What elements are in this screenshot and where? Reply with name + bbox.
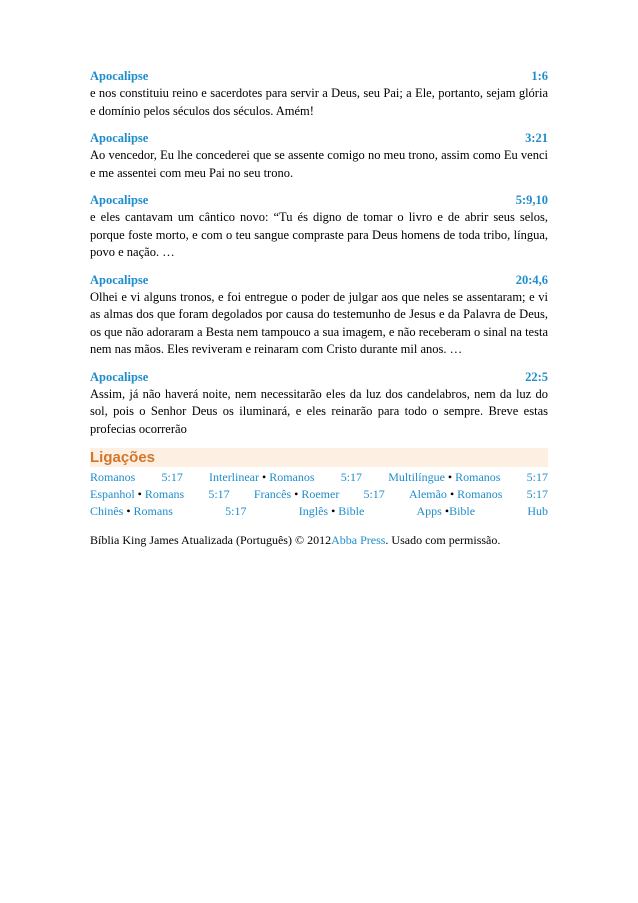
verse-book-link[interactable]: Apocalipse: [90, 131, 149, 145]
publisher-link[interactable]: Abba Press: [331, 533, 386, 547]
verse-block: [90, 192, 548, 262]
link-group-interlinear: [209, 469, 315, 486]
link-apps[interactable]: Apps: [416, 504, 442, 518]
link-romanos[interactable]: Romanos: [457, 487, 503, 501]
link-group-apps: [417, 503, 476, 520]
link-group-espanhol: [90, 486, 184, 503]
link-group-multilingue: [388, 469, 500, 486]
links-row: [90, 503, 548, 520]
link-group-frances: [254, 486, 340, 503]
link-romans[interactable]: Romans: [133, 504, 173, 518]
verse-text: e nos constituiu reino e sacerdotes para servir a Deus, seu Pai; a Ele, portanto, sejam glória e domínio pelos séculos dos séculos. Amém!: [90, 86, 548, 118]
link-ref[interactable]: 5:17: [363, 487, 385, 501]
verse-header: [90, 192, 548, 209]
link-ref[interactable]: 5:17: [526, 470, 548, 484]
content: [90, 68, 548, 549]
verse-ref-link[interactable]: 22:5: [525, 369, 548, 384]
link-group-chines: [90, 503, 173, 520]
copyright-notice: [90, 532, 548, 549]
link-bible[interactable]: Bible: [449, 504, 476, 518]
copyright-prefix: Bíblia King James Atualizada (Português) © 2012: [90, 533, 332, 547]
verse-book-link[interactable]: Apocalipse: [90, 272, 149, 287]
link-frances[interactable]: Francês: [253, 487, 292, 501]
link-interlinear[interactable]: Interlinear: [209, 470, 259, 484]
link-ref[interactable]: 5:17: [161, 470, 183, 484]
link-romanos[interactable]: Romanos: [269, 470, 315, 484]
verse-text: Olhei e vi alguns tronos, e foi entregue o poder de julgar aos que neles se assentaram; e vi as almas dos que foram degolados por causa do testemunho de Jesus e da Palavra de Deus, os que não adoraram a Besta nem tampouco a sua imagem, e não receberam o sinal na testa nem nas mãos. Eles reviveram e reinaram com Cristo durante mil anos. …: [90, 289, 548, 356]
link-bible[interactable]: Bible: [338, 504, 365, 518]
verse-ref-link[interactable]: 20:4,6: [515, 272, 548, 287]
verse-text: Assim, já não haverá noite, nem necessitarão eles da luz dos candelabros, nem da luz do sol, pois o Senhor Deus os iluminará, e eles reinarão para todo o sempre. Breve estas profecias ocorrerão: [90, 386, 548, 436]
link-romanos[interactable]: Romanos: [455, 470, 501, 484]
link-ref[interactable]: 5:17: [225, 504, 247, 518]
link-romanos[interactable]: Romanos: [90, 470, 136, 484]
section-title-ligacoes: Ligações: [90, 448, 548, 467]
link-group-alemao: [409, 486, 503, 503]
links-list: [90, 469, 548, 520]
verse-book-link[interactable]: Apocalipse: [90, 369, 149, 384]
verse-block: [90, 130, 548, 182]
links-row: [90, 469, 548, 486]
link-multilingue[interactable]: Multilíngue: [388, 470, 445, 484]
link-ingles[interactable]: Inglês: [298, 504, 329, 518]
verse-header: [90, 369, 548, 386]
verse-ref-link[interactable]: 1:6: [531, 69, 548, 83]
link-alemao[interactable]: Alemão: [408, 487, 447, 501]
verse-block: [90, 369, 548, 439]
link-espanhol[interactable]: Espanhol: [90, 487, 135, 501]
verse-block: [90, 68, 548, 120]
links-row: [90, 486, 548, 503]
verse-text: Ao vencedor, Eu lhe concederei que se assente comigo no meu trono, assim como Eu venci e me assentei com meu Pai no seu trono.: [90, 148, 548, 180]
link-ref[interactable]: 5:17: [526, 487, 548, 501]
bullet: •: [447, 470, 453, 484]
link-ref[interactable]: 5:17: [340, 470, 363, 484]
bullet: •: [331, 504, 336, 518]
link-hub[interactable]: Hub: [527, 504, 548, 518]
bullet: •: [449, 487, 455, 501]
bullet: •: [262, 470, 267, 484]
link-chines[interactable]: Chinês: [90, 504, 124, 518]
verse-block: [90, 272, 548, 359]
verse-ref-link[interactable]: 5:9,10: [515, 193, 548, 207]
bullet: •: [126, 504, 131, 518]
bullet: •: [137, 487, 142, 501]
link-roemer[interactable]: Roemer: [301, 487, 340, 501]
verse-book-link[interactable]: Apocalipse: [90, 69, 149, 83]
copyright-suffix: . Usado com permissão.: [385, 533, 501, 547]
verse-text: e eles cantavam um cântico novo: “Tu és digno de tomar o livro e de abrir seus selos, porque foste morto, e com o teu sangue compraste para Deus homens de toda tribo, língua, povo e nação. …: [90, 210, 548, 259]
verse-header: [90, 130, 548, 147]
link-romans[interactable]: Romans: [144, 487, 185, 501]
verse-ref-link[interactable]: 3:21: [525, 131, 548, 145]
bullet: •: [294, 487, 299, 501]
verse-header: [90, 272, 548, 289]
verse-book-link[interactable]: Apocalipse: [90, 193, 149, 207]
verse-header: [90, 68, 548, 85]
link-group-ingles: [299, 503, 365, 520]
link-ref[interactable]: 5:17: [208, 487, 230, 501]
bullet: •: [444, 504, 450, 518]
